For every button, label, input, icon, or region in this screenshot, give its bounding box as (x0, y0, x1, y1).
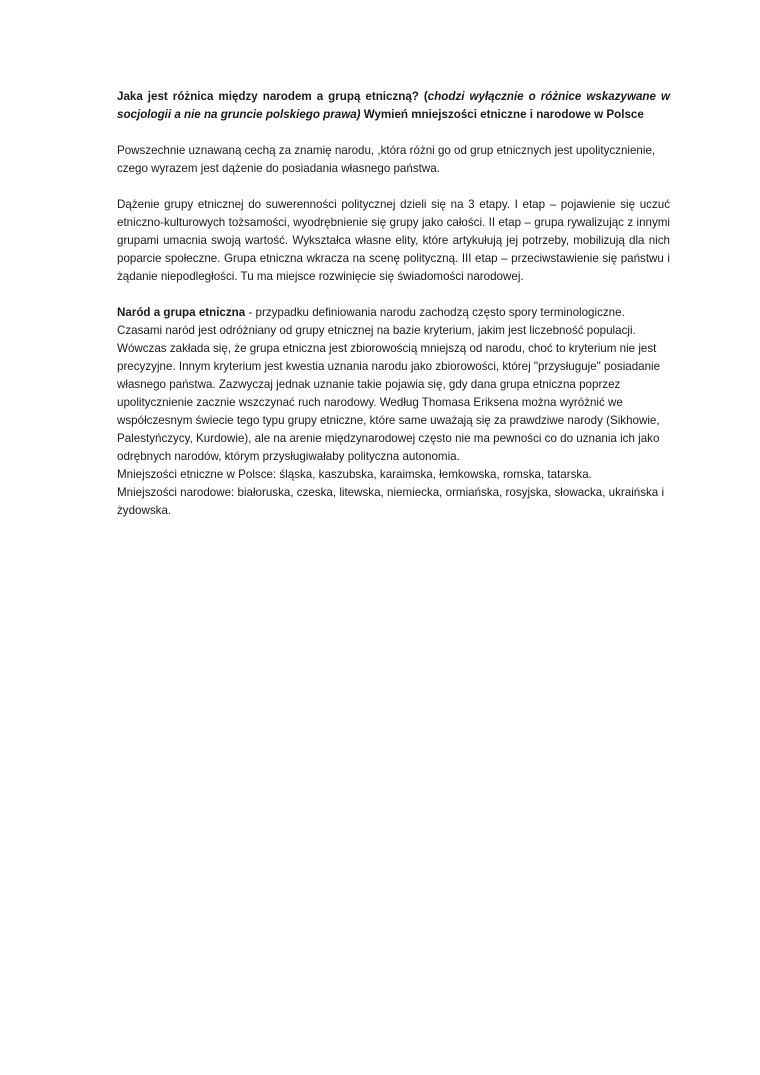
national-minorities-list: Mniejszości narodowe: białoruska, czeska, litewska, niemiecka, ormiańska, rosyjska, słowacka, ukraińska i żydowska. (117, 486, 665, 517)
heading-task: Wymień mniejszości etniczne i narodowe w Polsce (360, 108, 644, 121)
spacer (117, 124, 670, 142)
spacer (117, 286, 670, 304)
paragraph-body: - przypadku definiowania narodu zachodzą często spory terminologiczne. Czasami naród jest odróżniany od grupy etnicznej na bazie kryterium, jakim jest liczebność populacji. Wówczas zakłada się, że grupa etniczna jest zbiorowością mniejszą od narodu, choć to kryterium nie jest precyzyjne. Innym kryterium jest kwestia uznania narodu jako zbiorowości, której "przysługuje" posiadanie własnego państwa. Zazwyczaj jednak uznanie takie pojawia się, gdy dana grupa etniczna poprzez upolitycznienie zacznie wszczynać ruch narodowy. Według Thomasa Eriksena można wyróżnić we współczesnym świecie tego typu grupy etniczne, które same uważają się za prawdziwe narody (Sikhowie, Palestyńczycy, Kurdowie), ale na arenie międzynarodowej często nie ma pewności co do uznania ich jako odrębnych narodów, którym przysługiwałaby polityczna autonomia. (117, 306, 661, 463)
paragraph-nation-vs-ethnic-group (117, 304, 670, 520)
paragraph-lead: Naród a grupa etniczna (117, 306, 246, 319)
ethnic-minorities-list: Mniejszości etniczne w Polsce: śląska, kaszubska, karaimska, łemkowska, romska, tatarska. (117, 468, 592, 481)
spacer (117, 178, 670, 196)
question-heading (117, 88, 670, 124)
heading-question: Jaka jest różnica między narodem a grupą etniczną? ( (117, 90, 428, 103)
paragraph-politicization: Powszechnie uznawaną cechą za znamię narodu, ,która różni go od grup etnicznych jest upolitycznienie, czego wyrazem jest dążenie do posiadania własnego państwa. (117, 144, 656, 175)
heading-clarification: chodzi wyłącznie o różnice wskazywane w socjologii a nie na gruncie polskiego prawa) (117, 90, 670, 121)
paragraph-stages: Dążenie grupy etnicznej do suwerenności politycznej dzieli się na 3 etapy. I etap – pojawienie się uczuć etniczno-kulturowych tożsamości, wyodrębnienie się grupy jako całości. II etap – grupa rywalizując z innymi grupami umacnia swoją wartość. Wykształca własne elity, które artykułują jej potrzeby, mobilizują dla nich poparcie społeczne. Grupa etniczna wkracza na scenę polityczną. III etap – przeciwstawienie się państwu i żądanie niepodległości. Tu ma miejsce rozwinięcie się świadomości narodowej. (117, 198, 670, 283)
